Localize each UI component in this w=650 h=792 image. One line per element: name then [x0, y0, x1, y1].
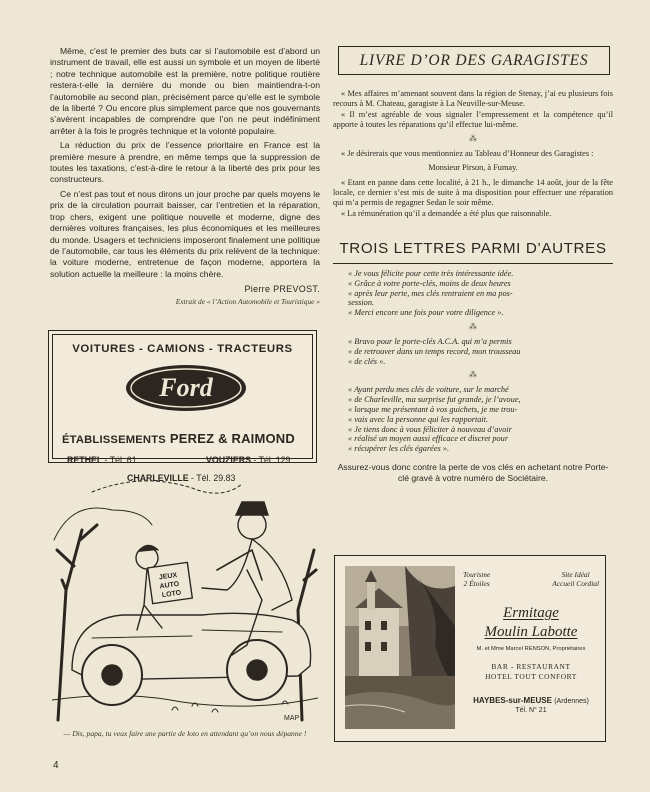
- cartoon-sign-line: AUTO: [159, 580, 180, 591]
- city-phone: - Tél. 129: [253, 455, 291, 465]
- letter-line: « vais avec la personne qui les rapportait.: [348, 414, 489, 424]
- left-article: [50, 46, 320, 306]
- letter-line: « Je vous félicite pour cette très intéressante idée.: [348, 269, 514, 278]
- cartoon-sign-text: [158, 572, 183, 600]
- letter-line: « Merci encore une fois pour votre diligence ».: [348, 308, 504, 318]
- ford-city-vouziers: [206, 455, 290, 465]
- livre-dor-paragraph-5: « La rémunération qu’il a demandée a été plus que raisonnable.: [341, 209, 552, 218]
- tag-site: [552, 570, 599, 588]
- ford-establishment: [62, 431, 295, 446]
- ermitage-tags: [463, 570, 599, 588]
- city-name: CHARLEVILLE: [127, 473, 189, 483]
- letter-line: « Je tiens donc à vous féliciter à nouveau d’avoir: [348, 424, 512, 434]
- letter-line: « Ayant perdu mes clés de voiture, sur le marché: [348, 385, 509, 395]
- trois-lettres-title: TROIS LETTRES PARMI D’AUTRES: [339, 240, 607, 257]
- cartoon-artist-signature: MAP: [284, 715, 300, 722]
- ford-ad-inner-frame: [52, 334, 313, 483]
- cartoon-sign-line: LOTO: [161, 589, 182, 600]
- city-phone: - Tél. 61: [104, 455, 137, 465]
- page-number: 4: [53, 760, 59, 771]
- city-name: VOUZIERS: [206, 455, 251, 465]
- porte-cle-call-to-action: Assurez-vous donc contre la perte de vos clés en achetant notre Porte-clé gravé à votre numéro de Sociétaire.: [337, 461, 609, 483]
- town-region: (Ardennes): [554, 698, 589, 705]
- letter-line: « récupérer les clés égarées ».: [348, 444, 450, 454]
- ermitage-owners: M. et Mme Marcel RENSON, Propriétaires: [476, 646, 586, 652]
- ornament-icon: ⁂: [469, 370, 477, 380]
- ornament-icon: ⁂: [469, 134, 477, 143]
- ford-logo-icon: [124, 363, 248, 413]
- ermitage-name: [463, 604, 599, 642]
- ermitage-hotel: HOTEL TOUT CONFORT: [485, 672, 577, 681]
- letter-line: « de retrouver dans un temps record, mon trousseau: [348, 346, 521, 356]
- ford-city-rethel: [67, 455, 137, 465]
- ermitage-name-line-1: Ermitage: [503, 605, 559, 621]
- livre-dor-paragraph-1: « Mes affaires m’amenant souvent dans la région de Stenay, j’ai eu plusieurs fois recours à M. Chateau, garagiste à La Neuville-sur-Meuse.: [333, 89, 613, 108]
- tag-tourisme: [463, 570, 490, 588]
- tag-line: Accueil Cordial: [552, 579, 599, 588]
- letter-line: « réalisé un moyen aussi efficace et discret pour: [348, 434, 509, 444]
- article-paragraph-3: Ce n’est pas tout et nous dirons un jour proche par quels moyens le prix de la circulation pourrait baisser, car l’entretien et la réparation, trop chers, exigent une politique nouvelle et moderne, digne des dernières voitures françaises, les plus économiques et les meilleures du monde. Usagers et techniciens imposeront finalement une politique de l’automobile, car tous les éléments du prix relèvent de la technique: la voiture moderne, entretenue de façon moderne, apportera la solution actuelle la meilleure : la moins chère.: [50, 188, 320, 279]
- ermitage-town: [463, 696, 599, 705]
- letter-line: « après leur perte, mes clés rentraient en ma pos-: [348, 288, 513, 298]
- livre-dor-paragraph-4: « Etant en panne dans cette localité, à 21 h., le dimanche 14 août, jour de la fête locale, ce dernier s’est mis de suite à ma disposition pour effectuer une réparation qui m’a permis de regagner Sedan le soir même.: [333, 178, 613, 207]
- ford-logo-text: Ford: [159, 373, 213, 402]
- establishment-name: PEREZ & RAIMOND: [169, 431, 295, 446]
- livre-dor-paragraph-3: « Je désirerais que vous mentionniez au Tableau d’Honneur des Garagistes :: [341, 149, 594, 158]
- ermitage-phone: Tél. N° 21: [515, 707, 547, 714]
- tag-line: Tourisme: [463, 570, 491, 579]
- cartoon-sign-line: JEUX: [158, 571, 178, 582]
- ford-advertisement: [48, 330, 317, 483]
- town-name: HAYBES-sur-MEUSE: [473, 696, 552, 705]
- livre-dor-title: LIVRE D’OR DES GARAGISTES: [359, 51, 589, 69]
- establishment-prefix: ÉTABLISSEMENTS: [62, 434, 166, 446]
- article-paragraph-2: La réduction du prix de l’essence prioritaire en France est la première mesure à prendre, en même temps que la suppression de toutes les taxations, c’est-à-dire le retour à la liberté des prix pour les constructeurs.: [50, 140, 320, 185]
- section-divider: [333, 263, 613, 264]
- letter-line: « de clés ».: [348, 356, 386, 366]
- cartoon-caption: — Dis, papa, tu veux faire une partie de loto en attendant qu’on nous dépanne !: [63, 729, 307, 738]
- right-column: [333, 46, 613, 484]
- livre-dor-paragraph-2: « Il m’est agréable de vous signaler l’empressement et la compétence qu’il apporte à toutes les réparations qu’il effectue lui-même.: [333, 110, 613, 129]
- letter-line: « de Charleville, ma surprise fut grande, je l’avoue,: [348, 395, 521, 405]
- letter-2: [333, 337, 613, 366]
- article-signature: Pierre PREVOST.: [244, 284, 320, 295]
- tag-line: Site Idéal: [561, 570, 590, 579]
- ermitage-name-line-2: Moulin Labotte: [484, 624, 578, 640]
- ermitage-text: [463, 570, 599, 714]
- article-paragraph-1: Même, c’est le premier des buts car si l’automobile est d’abord un instrument de travail, elle est aussi un symbole et un moyen de liberté ; notre technique automobile est la première, notre politique routière restera-t-elle la dernière du monde ou bien maintiendra-t-on l’automobile au second plan, précisément parce qu’elle est le symbole de la liberté ? Ou encore plus simplement parce que nos gouvernants s’avèrent incapables de comprendre que l’on ne peut indéfiniment arrêter à la fois le progrès technique et la volonté populaire.: [50, 46, 320, 136]
- letter-1: [333, 269, 613, 318]
- tag-line: 2 Étoiles: [463, 579, 490, 588]
- ford-ad-headline: VOITURES - CAMIONS - TRACTEURS: [72, 343, 293, 355]
- ornament-icon: ⁂: [469, 321, 477, 331]
- letter-line: session.: [348, 298, 375, 308]
- ermitage-advertisement: [334, 555, 606, 742]
- city-phone: - Tél. 29.83: [191, 473, 236, 483]
- letter-line: « Bravo pour le porte-clés A.C.A. qui m’a permis: [348, 336, 512, 346]
- letter-line: « Grâce à votre porte-clés, moins de deux heures: [348, 278, 511, 288]
- cartoon-illustration: [52, 470, 318, 726]
- letter-3: [333, 385, 613, 454]
- livre-dor-person: Monsieur Pirson, à Fumay.: [428, 163, 518, 172]
- city-name: RETHEL: [67, 455, 103, 465]
- letter-line: « lorsque me présentant à vos guichets, je me trou-: [348, 404, 518, 414]
- castle-photo: [345, 566, 455, 729]
- livre-dor-header: [338, 46, 610, 75]
- ermitage-bar-restaurant: BAR - RESTAURANT: [491, 662, 571, 671]
- article-source: Extrait de « l’Action Automobile et Touristique »: [175, 297, 320, 307]
